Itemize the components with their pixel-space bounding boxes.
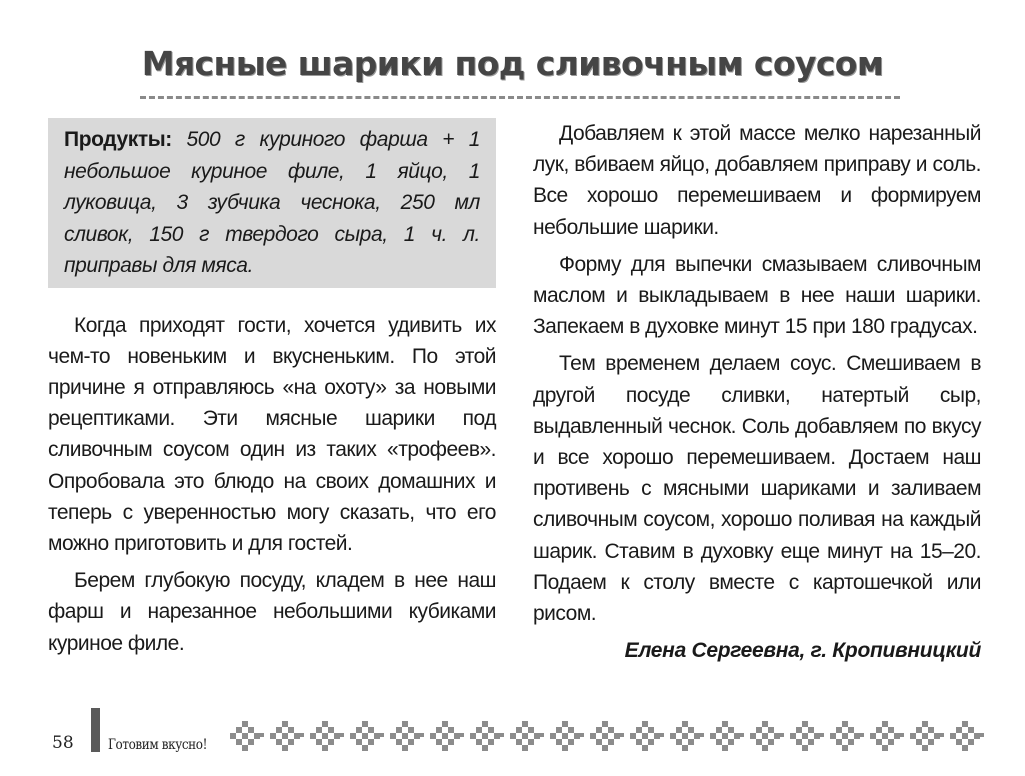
article-title: Мясные шарики под сливочным соусом [141,44,884,83]
author-signature: Елена Сергеевна, г. Кропивницкий [624,639,981,663]
magazine-name: Готовим вкусно! [108,736,208,753]
paragraph-intro: Когда приходят гости, хочется удивить их чем-то новеньким и вкусненьким. По этой причине я отправляюсь «на охоту» за новыми рецептиками. Эти мясные шарики под сливочным соусом один из таких «трофеев». Опробовала это блюдо на своих домашних и теперь с уверенностью могу сказать, что его можно приготовить и для гостей. [48,313,496,555]
footer-bar-divider [91,708,100,752]
paragraph-step-1: Берем глубокую посуду, кладем в нее наш фарш и нарезанное небольшими кубиками куриное филе. [48,569,496,655]
ingredients-label: Продукты: [64,128,172,151]
paragraph-step-3: Форму для выпечки смазываем сливочным маслом и выкладываем в нее наши шарики. Запекаем в духовке минут 15 при 180 градусах. [533,252,981,339]
paragraph-step-2: Добавляем к этой массе мелко нарезанный лук, вбиваем яйцо, добавляем приправу и соль. Все хорошо перемешиваем и формируем небольшие шарики. [533,122,981,239]
cross-stitch-ornament [228,716,988,756]
paragraph-step-4: Тем временем делаем соус. Смешиваем в другой посуде сливки, натертый сыр, выдавленный чеснок. Соль добавляем по вкусу и все хорошо перемешиваем. Достаем наш противень с мясными шариками и заливаем сливочным соусом, хорошо поливая на каждый шарик. Ставим в духовку еще минут на 15–20. Подаем к столу вместе с картошечкой или рисом. [533,352,981,626]
ingredients-text: 500 г куриного фарша + 1 небольшое куриное филе, 1 яйцо, 1 луковица, 3 зубчика чеснока, 250 мл сливок, 150 г твердого сыра, 1 ч. л. приправы для мяса. [64,128,480,277]
ingredients-box [48,118,496,288]
page-number: 58 [52,733,74,753]
right-column [533,118,981,666]
left-column [48,118,496,665]
title-dashed-rule [140,96,900,99]
